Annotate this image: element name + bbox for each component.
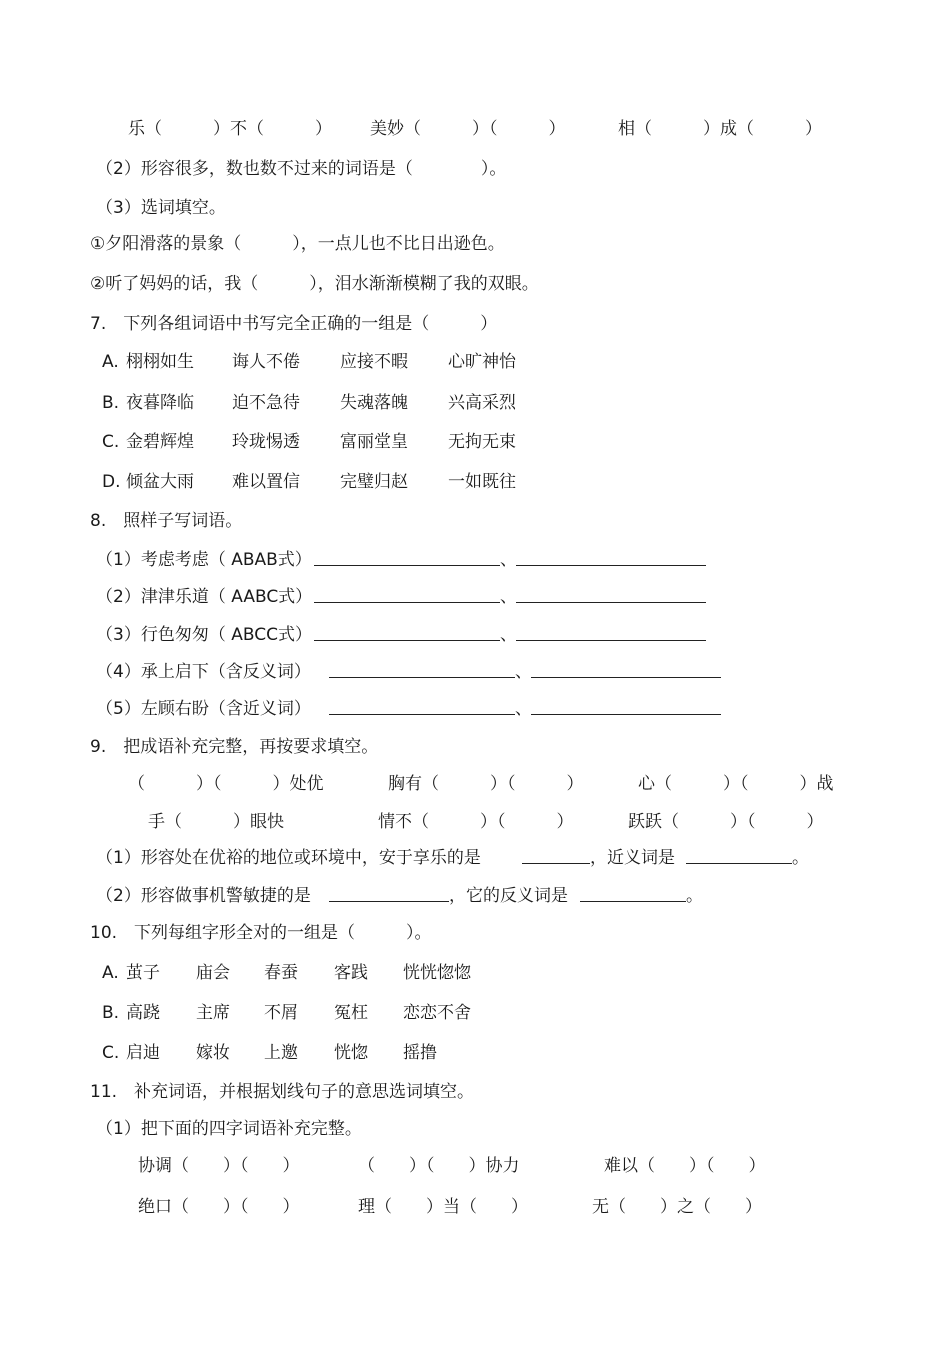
option-word: 玲珑惕透: [232, 432, 300, 452]
q9-idiom-3: 心（ ）（ ）战: [638, 774, 834, 794]
answer-line[interactable]: [531, 661, 721, 684]
option-word: 栩栩如生: [126, 352, 194, 372]
option-word: 客践: [334, 963, 368, 983]
q11-idiom-4: 绝口（ ）（ ）: [138, 1197, 300, 1217]
q9-idiom-5: 情不（ ）（ ）: [378, 812, 574, 832]
option-label: C.: [102, 432, 120, 452]
answer-line[interactable]: [329, 885, 449, 908]
q7-stem: 7. 下列各组词语中书写完全正确的一组是（ ）: [90, 314, 498, 334]
option-word: 诲人不倦: [232, 352, 300, 372]
answer-line[interactable]: [516, 549, 706, 572]
q11-idiom-3: 难以（ ）（ ）: [604, 1156, 766, 1176]
q11-idiom-6: 无（ ）之（ ）: [592, 1197, 762, 1217]
answer-line[interactable]: [329, 661, 515, 684]
option-word: 不屑: [264, 1003, 298, 1023]
option-word: 摇撸: [403, 1043, 437, 1063]
answer-line[interactable]: [516, 624, 706, 647]
punctuation: 。: [792, 848, 809, 868]
q6-part-3: （3）选词填空。: [96, 198, 226, 218]
q11-idiom-1: 协调（ ）（ ）: [138, 1156, 300, 1176]
prompt-text: （2）形容做事机警敏捷的是: [96, 886, 311, 906]
option-word: 春蚕: [264, 963, 298, 983]
option-word: 一如既往: [448, 472, 516, 492]
q6-part-2: （2）形容很多，数也数不过来的词语是（ ）。: [96, 159, 507, 179]
option-word: 完璧归赵: [340, 472, 408, 492]
option-word: 上邀: [264, 1043, 298, 1063]
option-word: 高跷: [126, 1003, 160, 1023]
q11-idiom-2: （ ）（ ）协力: [358, 1156, 520, 1176]
option-word: 夜暮降临: [126, 393, 194, 413]
punctuation: 。: [686, 886, 703, 906]
option-word: 恍恍惚惚: [403, 963, 471, 983]
option-word: 兴高采烈: [448, 393, 516, 413]
option-word: 主席: [196, 1003, 230, 1023]
answer-line[interactable]: [580, 885, 686, 908]
q6-idiom-1: 乐（ ）不（ ）: [128, 119, 332, 139]
q9-idiom-2: 胸有（ ）（ ）: [388, 774, 584, 794]
separator: 、: [500, 625, 517, 645]
option-word: 嫁妆: [196, 1043, 230, 1063]
option-word: 迫不急待: [232, 393, 300, 413]
option-label: C.: [102, 1043, 120, 1063]
answer-line[interactable]: [531, 698, 721, 721]
q9-idiom-1: （ ）（ ）处优: [128, 774, 324, 794]
item-label: （2）津津乐道（ AABC式）: [96, 587, 313, 607]
separator: 、: [515, 699, 532, 719]
option-word: 难以置信: [232, 472, 300, 492]
option-word: 庙会: [196, 963, 230, 983]
option-word: 恍惚: [334, 1043, 368, 1063]
prompt-text: ，它的反义词是: [449, 886, 568, 906]
item-label: （3）行色匆匆（ ABCC式）: [96, 625, 312, 645]
option-word: 心旷神怡: [448, 352, 516, 372]
answer-line[interactable]: [522, 847, 590, 870]
option-label: A.: [102, 352, 119, 372]
option-word: 无拘无束: [448, 432, 516, 452]
option-word: 应接不暇: [340, 352, 408, 372]
q10-stem: 10. 下列每组字形全对的一组是（ ）。: [90, 923, 432, 943]
separator: 、: [500, 587, 517, 607]
option-word: 金碧辉煌: [126, 432, 194, 452]
option-label: B.: [102, 393, 120, 413]
item-label: （1）考虑考虑（ ABAB式）: [96, 550, 312, 570]
q6-idiom-2: 美妙（ ）（ ）: [370, 119, 566, 139]
option-word: 恋恋不舍: [403, 1003, 471, 1023]
option-word: 冤枉: [334, 1003, 368, 1023]
q8-stem: 8. 照样子写词语。: [90, 511, 243, 531]
answer-line[interactable]: [314, 549, 500, 572]
prompt-text: ，近义词是: [590, 848, 675, 868]
answer-line[interactable]: [516, 586, 706, 609]
answer-line[interactable]: [686, 847, 792, 870]
option-label: B.: [102, 1003, 120, 1023]
separator: 、: [515, 662, 532, 682]
option-word: 倾盆大雨: [126, 472, 194, 492]
q11-part-1: （1）把下面的四字词语补充完整。: [96, 1119, 362, 1139]
option-word: 启迪: [126, 1043, 160, 1063]
q6-idiom-3: 相（ ）成（ ）: [618, 119, 822, 139]
answer-line[interactable]: [314, 586, 500, 609]
option-word: 茧子: [126, 963, 160, 983]
q9-idiom-4: 手（ ）眼快: [148, 812, 284, 832]
q11-idiom-5: 理（ ）当（ ）: [358, 1197, 528, 1217]
item-label: （4）承上启下（含反义词）: [96, 662, 311, 682]
q6-sentence-2: ②听了妈妈的话，我（ ），泪水渐渐模糊了我的双眼。: [90, 274, 539, 294]
answer-line[interactable]: [329, 698, 515, 721]
q9-stem: 9. 把成语补充完整，再按要求填空。: [90, 737, 379, 757]
separator: 、: [500, 550, 517, 570]
option-label: A.: [102, 963, 119, 983]
q11-stem: 11. 补充词语，并根据划线句子的意思选词填空。: [90, 1082, 475, 1102]
q6-sentence-1: ①夕阳滑落的景象（ ），一点儿也不比日出逊色。: [90, 234, 505, 254]
option-word: 富丽堂皇: [340, 432, 408, 452]
answer-line[interactable]: [314, 624, 500, 647]
option-label: D.: [102, 472, 121, 492]
item-label: （5）左顾右盼（含近义词）: [96, 699, 311, 719]
prompt-text: （1）形容处在优裕的地位或环境中，安于享乐的是: [96, 848, 481, 868]
q9-idiom-6: 跃跃（ ）（ ）: [628, 812, 824, 832]
option-word: 失魂落魄: [340, 393, 408, 413]
